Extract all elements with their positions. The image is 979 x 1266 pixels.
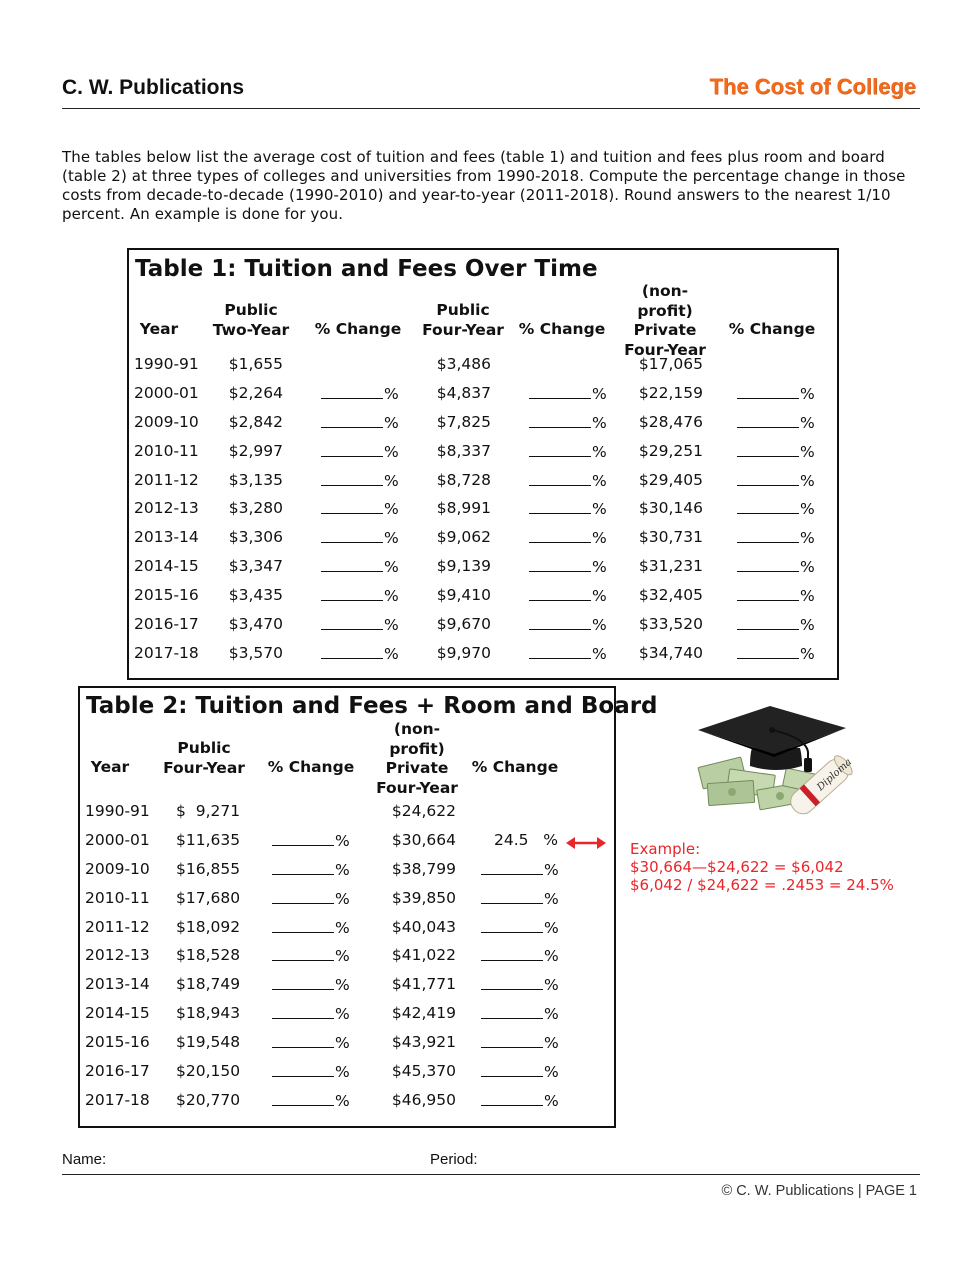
answer-blank[interactable] xyxy=(529,471,591,486)
pct-change-2-answer[interactable] xyxy=(529,442,607,461)
pct-change-1-answer[interactable] xyxy=(272,831,350,850)
answer-blank[interactable] xyxy=(321,442,383,457)
answer-blank[interactable] xyxy=(272,1033,334,1048)
publisher-name: C. W. Publications xyxy=(62,76,245,99)
year-cell: 2014-15 xyxy=(85,1004,150,1023)
graduation-cap-diploma-image xyxy=(688,700,858,830)
year-cell: 2016-17 xyxy=(85,1062,150,1081)
answer-blank[interactable] xyxy=(737,442,799,457)
pct-change-1-answer[interactable] xyxy=(272,946,350,965)
table-row xyxy=(80,1062,614,1091)
table-row xyxy=(129,442,837,471)
year-cell: 2011-12 xyxy=(85,917,150,936)
pct-change-3-answer[interactable] xyxy=(737,499,815,518)
percent-sign: % xyxy=(544,947,559,966)
col-year-header: Year xyxy=(90,758,130,776)
answer-blank[interactable] xyxy=(272,831,334,846)
public-two-year-cost: $2,264 xyxy=(228,383,283,402)
pct-change-1-answer[interactable] xyxy=(321,615,399,634)
year-cell: 2013-14 xyxy=(85,975,150,994)
example-line-1: $30,664—$24,622 = $6,042 xyxy=(630,858,844,876)
year-cell: 2017-18 xyxy=(134,643,199,662)
public-four-year-cost: $9,062 xyxy=(436,528,491,547)
table-1-title: Table 1: Tuition and Fees Over Time xyxy=(135,256,598,282)
pct-change-2-answer[interactable] xyxy=(481,889,559,908)
table-2-rows xyxy=(80,802,614,1120)
answer-blank[interactable] xyxy=(272,918,334,933)
answer-blank[interactable] xyxy=(481,975,543,990)
answer-blank[interactable] xyxy=(481,918,543,933)
pct-change-2-answer[interactable] xyxy=(529,586,607,605)
public-four-year-cost: $9,139 xyxy=(436,557,491,576)
table-row xyxy=(80,860,614,889)
pct-change-2-answer[interactable] xyxy=(529,644,607,663)
answer-blank[interactable] xyxy=(321,557,383,572)
table-1-tuition-fees xyxy=(127,248,839,680)
table-2-tuition-room-board xyxy=(78,686,658,1128)
percent-sign: % xyxy=(592,529,607,548)
public-two-year-cost: $3,306 xyxy=(228,528,283,547)
private-four-year-cost: $39,850 xyxy=(391,888,456,907)
percent-sign: % xyxy=(335,831,350,850)
percent-sign: % xyxy=(335,889,350,908)
col-public-four-year-header: Public Four-Year xyxy=(163,739,245,777)
percent-sign: % xyxy=(800,644,815,663)
page-footer: © C. W. Publications | PAGE 1 xyxy=(721,1183,917,1199)
pct-change-3-answer[interactable] xyxy=(737,615,815,634)
instructions-paragraph: The tables below list the average cost of tuition and fees (table 1) and tuition and fees plus room and board (table 2) at three types of colleges and universities from 1990-2018. Compute the percentage change in those costs from decade-to-decade (1990-2010) and year-to-year (2011-2018). Round answers to the nearest 1/10 percent. An example is done for you. xyxy=(62,148,906,223)
answer-blank[interactable] xyxy=(737,499,799,514)
pct-change-3-answer[interactable] xyxy=(737,384,815,403)
pct-change-1-answer[interactable] xyxy=(272,860,350,879)
year-cell: 2000-01 xyxy=(85,830,150,849)
answer-blank[interactable] xyxy=(321,413,383,428)
answer-blank[interactable] xyxy=(529,413,591,428)
answer-blank[interactable] xyxy=(272,1004,334,1019)
percent-sign: % xyxy=(384,384,399,403)
public-four-year-cost: $9,970 xyxy=(436,643,491,662)
table-1-rows xyxy=(129,355,837,673)
answer-blank[interactable] xyxy=(737,413,799,428)
pct-change-2-answer[interactable] xyxy=(529,384,607,403)
answer-blank[interactable] xyxy=(321,644,383,659)
pct-change-1-answer[interactable] xyxy=(272,975,350,994)
answer-blank[interactable] xyxy=(481,860,543,875)
public-four-year-cost: $4,837 xyxy=(436,383,491,402)
year-cell: 2010-11 xyxy=(134,441,199,460)
worked-example xyxy=(630,840,894,894)
percent-sign: % xyxy=(384,587,399,606)
percent-sign: % xyxy=(544,889,559,908)
col-pct-change-2-header: % Change xyxy=(518,320,606,338)
name-label: Name: xyxy=(62,1151,107,1168)
pct-change-3-answer[interactable] xyxy=(737,471,815,490)
public-four-year-cost: $19,548 xyxy=(176,1033,241,1052)
pct-change-2-answer[interactable] xyxy=(481,918,559,937)
answer-blank[interactable] xyxy=(529,644,591,659)
year-cell: 2012-13 xyxy=(134,499,199,518)
year-cell: 2012-13 xyxy=(85,946,150,965)
percent-sign: % xyxy=(800,384,815,403)
table-row xyxy=(80,918,614,947)
year-cell: 2010-11 xyxy=(85,888,150,907)
answer-blank[interactable] xyxy=(321,384,383,399)
private-four-year-cost: $30,664 xyxy=(391,830,456,849)
answer-blank[interactable] xyxy=(272,1062,334,1077)
percent-sign: % xyxy=(335,860,350,879)
answer-blank[interactable] xyxy=(737,644,799,659)
public-four-year-cost: $ 9,271 xyxy=(176,802,241,820)
private-four-year-cost: $17,065 xyxy=(638,355,703,373)
private-four-year-cost: $41,771 xyxy=(391,975,456,994)
private-four-year-cost: $24,622 xyxy=(391,802,456,820)
percent-sign: % xyxy=(544,1063,559,1082)
answer-blank[interactable] xyxy=(321,528,383,543)
private-four-year-cost: $41,022 xyxy=(391,946,456,965)
pct-change-3-answer[interactable] xyxy=(737,586,815,605)
year-cell: 2009-10 xyxy=(85,859,150,878)
col-private-four-year-header: (non-profit) Private Four-Year xyxy=(624,282,706,359)
pct-change-2-answer[interactable] xyxy=(529,528,607,547)
pct-change-1-answer[interactable] xyxy=(272,1091,350,1110)
private-four-year-cost: $46,950 xyxy=(391,1090,456,1109)
example-value: 24.5 xyxy=(493,830,529,849)
pct-change-1-answer[interactable] xyxy=(272,918,350,937)
public-four-year-cost: $20,770 xyxy=(176,1090,241,1109)
answer-blank[interactable] xyxy=(321,586,383,601)
private-four-year-cost: $43,921 xyxy=(391,1033,456,1052)
percent-sign: % xyxy=(592,413,607,432)
private-four-year-cost: $38,799 xyxy=(391,859,456,878)
public-four-year-cost: $8,728 xyxy=(436,470,491,489)
percent-sign: % xyxy=(384,500,399,519)
percent-sign: % xyxy=(335,947,350,966)
table-row xyxy=(129,644,837,673)
year-cell: 2015-16 xyxy=(134,586,199,605)
percent-sign: % xyxy=(800,500,815,519)
answer-blank[interactable] xyxy=(529,442,591,457)
table-row xyxy=(129,499,837,528)
example-line-2: $6,042 / $24,622 = .2453 = 24.5% xyxy=(630,876,894,894)
answer-blank[interactable] xyxy=(529,384,591,399)
pct-change-2-answer[interactable] xyxy=(481,1004,559,1023)
percent-sign: % xyxy=(384,644,399,663)
percent-sign: % xyxy=(384,558,399,577)
percent-sign: % xyxy=(800,587,815,606)
pct-change-3-answer[interactable] xyxy=(737,442,815,461)
percent-sign: % xyxy=(800,558,815,577)
percent-sign: % xyxy=(544,860,559,879)
answer-blank[interactable] xyxy=(321,471,383,486)
pct-change-1-answer[interactable] xyxy=(272,1033,350,1052)
signature-line xyxy=(62,1148,920,1175)
public-four-year-cost: $11,635 xyxy=(176,830,241,849)
private-four-year-cost: $30,731 xyxy=(638,528,703,547)
col-pct-change-2-header: % Change xyxy=(471,758,559,776)
year-cell: 2009-10 xyxy=(134,412,199,431)
pct-change-1-answer[interactable] xyxy=(321,499,399,518)
answer-blank[interactable] xyxy=(529,586,591,601)
answer-blank[interactable] xyxy=(481,889,543,904)
pct-change-3-answer[interactable] xyxy=(737,413,815,432)
answer-blank[interactable] xyxy=(737,586,799,601)
table-row xyxy=(80,802,614,831)
percent-sign: % xyxy=(592,500,607,519)
private-four-year-cost: $32,405 xyxy=(638,586,703,605)
private-four-year-cost: $29,405 xyxy=(638,470,703,489)
col-year-header: Year xyxy=(139,320,179,338)
pct-change-1-answer[interactable] xyxy=(321,586,399,605)
public-four-year-cost: $17,680 xyxy=(176,888,241,907)
col-public-two-year-header: Public Two-Year xyxy=(212,301,290,339)
percent-sign: % xyxy=(800,471,815,490)
private-four-year-cost: $40,043 xyxy=(391,917,456,936)
table-row xyxy=(80,889,614,918)
percent-sign: % xyxy=(384,413,399,432)
document-title: The Cost of College xyxy=(709,74,916,99)
public-two-year-cost: $3,570 xyxy=(228,643,283,662)
answer-blank[interactable] xyxy=(481,1091,543,1106)
col-public-four-year-header: Public Four-Year xyxy=(422,301,504,339)
table-row xyxy=(80,1033,614,1062)
answer-blank[interactable] xyxy=(529,615,591,630)
answer-blank[interactable] xyxy=(272,889,334,904)
public-four-year-cost: $8,337 xyxy=(436,441,491,460)
public-four-year-cost: $8,991 xyxy=(436,499,491,518)
public-two-year-cost: $3,435 xyxy=(228,586,283,605)
percent-sign: % xyxy=(592,644,607,663)
pct-change-1-answer[interactable] xyxy=(321,471,399,490)
answer-blank[interactable] xyxy=(481,1062,543,1077)
private-four-year-cost: $33,520 xyxy=(638,615,703,634)
private-four-year-cost: $29,251 xyxy=(638,441,703,460)
public-four-year-cost: $18,943 xyxy=(176,1004,241,1023)
percent-sign: % xyxy=(544,976,559,995)
pct-change-2-answer[interactable] xyxy=(481,1033,559,1052)
percent-sign: % xyxy=(592,558,607,577)
pct-change-2-answer[interactable] xyxy=(529,615,607,634)
answer-blank[interactable] xyxy=(481,946,543,961)
public-four-year-cost: $16,855 xyxy=(176,859,241,878)
pct-change-2-answer[interactable] xyxy=(481,860,559,879)
percent-sign: % xyxy=(544,918,559,937)
answer-blank[interactable] xyxy=(737,528,799,543)
public-four-year-cost: $18,528 xyxy=(176,946,241,965)
public-two-year-cost: $3,135 xyxy=(228,470,283,489)
percent-sign: % xyxy=(384,616,399,635)
percent-sign: % xyxy=(335,1091,350,1110)
private-four-year-cost: $28,476 xyxy=(638,412,703,431)
percent-sign: % xyxy=(592,384,607,403)
pct-change-1-answer[interactable] xyxy=(321,413,399,432)
private-four-year-cost: $22,159 xyxy=(638,383,703,402)
table-row xyxy=(129,615,837,644)
public-two-year-cost: $2,997 xyxy=(228,441,283,460)
answer-blank[interactable] xyxy=(321,499,383,514)
public-four-year-cost: $9,670 xyxy=(436,615,491,634)
year-cell: 2000-01 xyxy=(134,383,199,402)
public-two-year-cost: $3,470 xyxy=(228,615,283,634)
year-cell: 2013-14 xyxy=(134,528,199,547)
percent-sign: % xyxy=(335,918,350,937)
percent-sign: % xyxy=(543,830,558,849)
pct-change-1-answer[interactable] xyxy=(321,557,399,576)
pct-change-1-answer[interactable] xyxy=(321,442,399,461)
col-pct-change-1-header: % Change xyxy=(314,320,402,338)
percent-sign: % xyxy=(592,442,607,461)
pct-change-1-answer[interactable] xyxy=(321,528,399,547)
percent-sign: % xyxy=(592,471,607,490)
example-pct-change xyxy=(484,831,558,849)
answer-blank[interactable] xyxy=(272,860,334,875)
answer-blank[interactable] xyxy=(737,384,799,399)
public-four-year-cost: $7,825 xyxy=(436,412,491,431)
public-four-year-cost: $18,749 xyxy=(176,975,241,994)
answer-blank[interactable] xyxy=(529,499,591,514)
year-cell: 1990-91 xyxy=(134,355,199,373)
public-two-year-cost: $3,347 xyxy=(228,557,283,576)
pct-change-2-answer[interactable] xyxy=(481,1062,559,1081)
percent-sign: % xyxy=(544,1034,559,1053)
public-four-year-cost: $20,150 xyxy=(176,1062,241,1081)
table-row xyxy=(80,1091,614,1120)
percent-sign: % xyxy=(800,442,815,461)
percent-sign: % xyxy=(592,616,607,635)
percent-sign: % xyxy=(384,471,399,490)
answer-blank[interactable] xyxy=(481,1033,543,1048)
pct-change-1-answer[interactable] xyxy=(272,1004,350,1023)
pct-change-2-answer[interactable] xyxy=(481,946,559,965)
pct-change-1-answer[interactable] xyxy=(321,384,399,403)
year-cell: 2017-18 xyxy=(85,1090,150,1109)
year-cell: 1990-91 xyxy=(85,802,150,820)
private-four-year-cost: $42,419 xyxy=(391,1004,456,1023)
table-row xyxy=(129,384,837,413)
col-pct-change-3-header: % Change xyxy=(728,320,816,338)
double-arrow-icon xyxy=(566,836,606,850)
page-header xyxy=(62,74,920,109)
private-four-year-cost: $45,370 xyxy=(391,1062,456,1081)
answer-blank[interactable] xyxy=(272,946,334,961)
svg-text:Diploma: Diploma xyxy=(815,756,855,794)
table-row xyxy=(80,946,614,975)
public-four-year-cost: $9,410 xyxy=(436,586,491,605)
pct-change-2-answer[interactable] xyxy=(529,413,607,432)
table-row xyxy=(129,586,837,615)
answer-blank[interactable] xyxy=(737,557,799,572)
table-2-title: Table 2: Tuition and Fees + Room and Board xyxy=(86,693,658,719)
public-two-year-cost: $1,655 xyxy=(228,355,283,373)
pct-change-2-answer[interactable] xyxy=(529,557,607,576)
percent-sign: % xyxy=(800,413,815,432)
public-two-year-cost: $2,842 xyxy=(228,412,283,431)
table-row xyxy=(129,413,837,442)
percent-sign: % xyxy=(592,587,607,606)
percent-sign: % xyxy=(800,529,815,548)
answer-blank[interactable] xyxy=(272,975,334,990)
percent-sign: % xyxy=(800,616,815,635)
table-row xyxy=(80,831,614,860)
year-cell: 2011-12 xyxy=(134,470,199,489)
percent-sign: % xyxy=(544,1091,559,1110)
pct-change-3-answer[interactable] xyxy=(737,644,815,663)
answer-blank[interactable] xyxy=(321,615,383,630)
percent-sign: % xyxy=(384,442,399,461)
pct-change-3-answer[interactable] xyxy=(737,528,815,547)
col-private-four-year-header: (non-profit) Private Four-Year xyxy=(376,720,458,797)
answer-blank[interactable] xyxy=(529,557,591,572)
public-two-year-cost: $3,280 xyxy=(228,499,283,518)
percent-sign: % xyxy=(335,1063,350,1082)
pct-change-1-answer[interactable] xyxy=(321,644,399,663)
answer-blank[interactable] xyxy=(529,528,591,543)
private-four-year-cost: $34,740 xyxy=(638,643,703,662)
year-cell: 2015-16 xyxy=(85,1033,150,1052)
pct-change-1-answer[interactable] xyxy=(272,1062,350,1081)
private-four-year-cost: $31,231 xyxy=(638,557,703,576)
pct-change-1-answer[interactable] xyxy=(272,889,350,908)
pct-change-2-answer[interactable] xyxy=(481,1091,559,1110)
percent-sign: % xyxy=(384,529,399,548)
table-row xyxy=(129,557,837,586)
answer-blank[interactable] xyxy=(737,615,799,630)
percent-sign: % xyxy=(335,1034,350,1053)
pct-change-2-answer[interactable] xyxy=(529,471,607,490)
percent-sign: % xyxy=(544,1005,559,1024)
year-cell: 2016-17 xyxy=(134,615,199,634)
pct-change-2-answer[interactable] xyxy=(481,975,559,994)
col-pct-change-1-header: % Change xyxy=(267,758,355,776)
answer-blank[interactable] xyxy=(272,1091,334,1106)
table-row xyxy=(129,471,837,500)
year-cell: 2014-15 xyxy=(134,557,199,576)
answer-blank[interactable] xyxy=(737,471,799,486)
public-four-year-cost: $18,092 xyxy=(176,917,241,936)
percent-sign: % xyxy=(335,1005,350,1024)
public-four-year-cost: $3,486 xyxy=(436,355,491,373)
answer-blank[interactable] xyxy=(481,1004,543,1019)
pct-change-3-answer[interactable] xyxy=(737,557,815,576)
table-row xyxy=(129,528,837,557)
private-four-year-cost: $30,146 xyxy=(638,499,703,518)
pct-change-2-answer[interactable] xyxy=(529,499,607,518)
table-row xyxy=(129,355,837,384)
period-label: Period: xyxy=(430,1151,478,1168)
example-label: Example: xyxy=(630,840,701,858)
table-row xyxy=(80,1004,614,1033)
table-row xyxy=(80,975,614,1004)
percent-sign: % xyxy=(335,976,350,995)
